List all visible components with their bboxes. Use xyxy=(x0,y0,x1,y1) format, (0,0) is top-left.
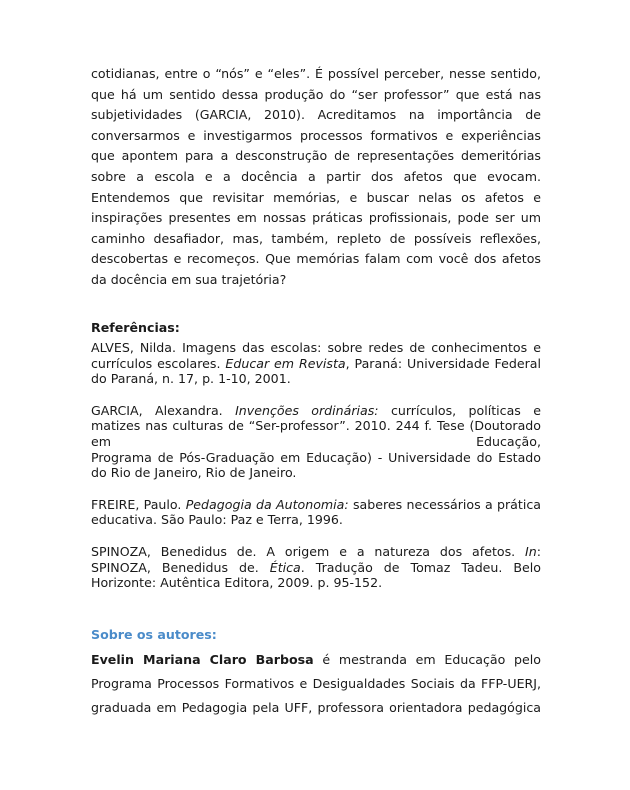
body-line: sobre a escola e a docência a partir dos afetos que evocam. xyxy=(91,168,541,184)
body-line: conversarmos e investigarmos processos formativos e experiências xyxy=(91,127,541,143)
ref-line: SPINOZA, Benedidus de. A origem e a natureza dos afetos. In: xyxy=(91,543,541,559)
body-paragraph xyxy=(91,64,541,291)
ref-line: Programa de Pós-Graduação em Educação) - Universidade do Estado xyxy=(91,449,541,465)
author-line: Evelin Mariana Claro Barbosa é mestranda em Educação pelo xyxy=(91,652,541,667)
ref-line: do Paraná, n. 17, p. 1-10, 2001. xyxy=(91,371,291,387)
ref-line: ALVES, Nilda. Imagens das escolas: sobre redes de conhecimentos e xyxy=(91,340,541,355)
authors-paragraph xyxy=(91,648,541,720)
ref-line: SPINOZA, Benedidus de. Ética. Tradução de Tomaz Tadeu. Belo xyxy=(91,559,541,575)
author-line: graduada em Pedagogia pela UFF, professora orientadora pedagógica xyxy=(91,700,541,715)
reference-alves xyxy=(91,340,541,387)
ref-line: matizes nas culturas de “Ser-professor”. 2010. 244 f. Tese (Doutorado xyxy=(91,418,541,434)
ref-line: Horizonte: Autêntica Editora, 2009. p. 95-152. xyxy=(91,575,383,591)
ref-line: do Rio de Janeiro, Rio de Janeiro. xyxy=(91,465,297,481)
body-line: Entendemos que revisitar memórias, e buscar nelas os afetos e xyxy=(91,189,541,205)
ref-line: currículos escolares. Educar em Revista, Paraná: Universidade Federal xyxy=(91,355,541,371)
reference-freire xyxy=(91,497,541,528)
ref-line: FREIRE, Paulo. Pedagogia da Autonomia: saberes necessários a prática xyxy=(91,496,541,512)
body-line: subjetividades (GARCIA, 2010). Acreditamos na importância de xyxy=(91,107,541,123)
body-line: da docência em sua trajetória? xyxy=(91,271,287,287)
author-line: Programa Processos Formativos e Desigualdades Sociais da FFP-UERJ, xyxy=(91,676,541,691)
ref-line: educativa. São Paulo: Paz e Terra, 1996. xyxy=(91,512,343,528)
body-line: descobertas e recomeços. Que memórias falam com você dos afetos xyxy=(91,251,541,267)
references-heading: Referências: xyxy=(91,320,180,335)
authors-heading: Sobre os autores: xyxy=(91,627,217,642)
body-line: inspirações presentes em nossas práticas profissionais, pode ser um xyxy=(91,210,541,226)
author-name: Evelin Mariana Claro Barbosa xyxy=(91,652,314,667)
ref-line: GARCIA, Alexandra. Invenções ordinárias: currículos, políticas e xyxy=(91,402,541,418)
references-list xyxy=(91,340,541,607)
body-line: que há um sentido dessa produção do “ser professor” que está nas xyxy=(91,86,541,102)
body-line: caminho desafiador, mas, também, repleto de possíveis reflexões, xyxy=(91,230,541,246)
body-line: cotidianas, entre o “nós” e “eles”. É possível perceber, nesse sentido, xyxy=(91,66,541,81)
reference-spinoza xyxy=(91,544,541,591)
reference-garcia xyxy=(91,403,541,481)
ref-line: em Educação, xyxy=(91,433,541,449)
body-line: que apontem para a desconstrução de representações demeritórias xyxy=(91,148,541,164)
